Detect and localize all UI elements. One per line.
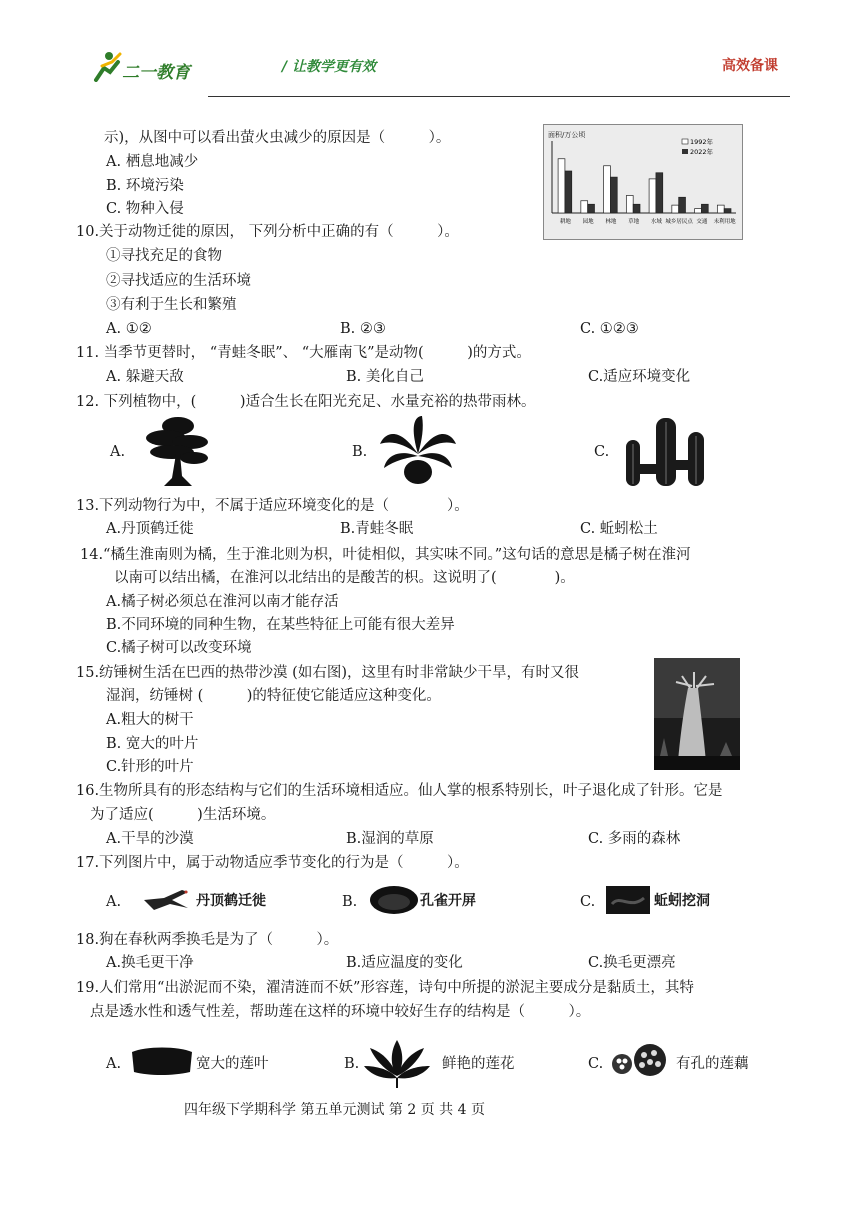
q14-option-b: B.不同环境的同种生物，在某些特征上可能有很大差异	[106, 617, 455, 633]
q10-option-a: A. ①②	[106, 321, 152, 337]
crane-image	[142, 886, 190, 916]
legend-label-1992: 1992年	[690, 138, 714, 146]
q15-option-c: C.针形的叶片	[106, 759, 194, 775]
x-tick-label: 水域	[650, 219, 662, 225]
q13-option-a: A.丹顶鹤迁徙	[106, 521, 194, 537]
bar-1992年-草地	[626, 196, 633, 214]
q18-option-c: C.换毛更漂亮	[588, 955, 676, 971]
q19-caption-a: 宽大的莲叶	[196, 1056, 269, 1072]
q11-option-c: C.适应环境变化	[588, 369, 691, 385]
earthworm-image	[606, 884, 650, 916]
q17-caption-a: 丹顶鹤迁徙	[196, 893, 266, 909]
q14-stem-line2: 以南可以结出橘，在淮河以北结出的是酸苦的枳。这说明了( )。	[114, 570, 575, 586]
q10-option-c: C. ①②③	[580, 321, 639, 337]
bar-1992年-林地	[604, 166, 611, 213]
q9-stem: 示)，从图中可以看出萤火虫减少的原因是（ ）。	[104, 130, 451, 146]
q14-option-c: C.橘子树可以改变环境	[106, 640, 252, 656]
q17-option-a: A.	[106, 894, 122, 910]
q19-option-b: B.	[344, 1056, 360, 1072]
peacock-image	[368, 884, 420, 916]
lotus-flower-image	[362, 1034, 432, 1088]
q17-caption-c: 蚯蚓挖洞	[654, 893, 710, 909]
q18-stem: 18.狗在春秋两季换毛是为了（ ）。	[76, 932, 339, 948]
q12-option-b: B.	[352, 444, 368, 460]
legend-swatch-2022	[682, 149, 688, 154]
bar-2022年-未利用地	[724, 209, 731, 213]
q17-option-c: C.	[580, 894, 596, 910]
x-tick-label: 林地	[605, 219, 617, 225]
q15-option-a: A.粗大的树干	[106, 712, 194, 728]
bar-chart	[543, 124, 743, 240]
header-rule	[208, 96, 790, 97]
q18-option-a: A.换毛更干净	[106, 955, 194, 971]
bar-2022年-水域	[656, 173, 663, 213]
q13-option-c: C. 蚯蚓松土	[580, 521, 658, 537]
page-footer: 四年级下学期科学 第五单元测试 第 2 页 共 4 页	[184, 1102, 485, 1118]
q19-option-c: C.	[588, 1056, 604, 1072]
q9-option-c: C. 物种入侵	[106, 201, 184, 217]
q11-option-a: A. 躲避天敌	[106, 369, 184, 385]
q15-option-b: B. 宽大的叶片	[106, 736, 199, 752]
bar-1992年-城乡居民点	[672, 205, 679, 213]
q12-option-c: C.	[594, 444, 610, 460]
q10-item-3: ③有利于生长和繁殖	[106, 297, 237, 313]
q17-option-b: B.	[342, 894, 358, 910]
q10-stem: 10.关于动物迁徙的原因， 下列分析中正确的有（ ）。	[76, 224, 459, 240]
bar-1992年-园地	[581, 201, 588, 213]
q19-stem-line2: 点是透水性和透气性差，帮助莲在这样的环境中较好生存的结构是（ ）。	[90, 1004, 591, 1020]
q10-item-1: ①寻找充足的食物	[106, 248, 222, 264]
pine-tree-image	[142, 414, 214, 488]
q17-caption-b: 孔雀开屏	[420, 893, 476, 909]
bar-2022年-林地	[610, 177, 617, 213]
bar-2022年-交通	[701, 204, 708, 213]
bar-2022年-城乡居民点	[679, 197, 686, 213]
q19-caption-c: 有孔的莲藕	[676, 1056, 749, 1072]
bar-1992年-耕地	[558, 159, 565, 213]
legend-swatch-1992	[682, 139, 688, 144]
q19-option-a: A.	[106, 1056, 122, 1072]
logo-mark-icon	[88, 50, 124, 82]
x-tick-label: 城乡居民点	[665, 219, 693, 225]
q9-option-a: A. 栖息地减少	[106, 154, 199, 170]
bar-2022年-草地	[633, 204, 640, 213]
chart-svg	[544, 125, 742, 239]
q19-stem-line1: 19.人们常用“出淤泥而不染，濯清涟而不妖”形容莲，诗句中所提的淤泥主要成分是黏质土，其特	[76, 980, 694, 996]
legend-label-2022: 2022年	[690, 148, 714, 156]
q16-option-a: A.干旱的沙漠	[106, 831, 194, 847]
q9-option-b: B. 环境污染	[106, 178, 184, 194]
q10-option-b: B. ②③	[340, 321, 386, 337]
cactus-image	[620, 414, 712, 488]
header-slogan: / 让教学更有效	[282, 59, 376, 75]
bar-1992年-水域	[649, 179, 656, 213]
q16-option-c: C. 多雨的森林	[588, 831, 681, 847]
q11-option-b: B. 美化自己	[346, 369, 424, 385]
x-tick-label: 草地	[628, 219, 640, 225]
q13-stem: 13.下列动物行为中，不属于适应环境变化的是（ ）。	[76, 498, 469, 514]
header-right-label: 高效备课	[722, 58, 778, 74]
x-tick-label: 交通	[696, 219, 708, 225]
lotus-root-image	[608, 1040, 668, 1080]
q19-caption-b: 鲜艳的莲花	[442, 1056, 515, 1072]
q16-stem-line1: 16.生物所具有的形态结构与它们的生活环境相适应。仙人掌的根系特别长，叶子退化成了针形。它是	[76, 783, 723, 799]
q16-option-b: B.湿润的草原	[346, 831, 434, 847]
q12-option-a: A.	[110, 444, 126, 460]
q15-stem-line1: 15.纺锤树生活在巴西的热带沙漠 (如右图)，这里有时非常缺少干旱，有时又很	[76, 665, 579, 681]
q15-stem-line2: 湿润，纺锤树 ( )的特征使它能适应这种变化。	[106, 688, 441, 704]
bar-2022年-耕地	[565, 171, 572, 213]
q12-stem: 12. 下列植物中，( )适合生长在阳光充足、水量充裕的热带雨林。	[76, 394, 536, 410]
q18-option-b: B.适应温度的变化	[346, 955, 463, 971]
logo-text: 二一教育	[122, 63, 190, 83]
q14-stem-line1: 14.“橘生淮南则为橘，生于淮北则为枳，叶徒相似，其实味不同。”这句话的意思是橘子树在淮河	[80, 547, 691, 563]
palm-plant-image	[378, 414, 458, 488]
baobab-tree-photo	[654, 658, 740, 770]
bar-1992年-交通	[695, 209, 702, 213]
bar-2022年-园地	[588, 204, 595, 213]
q10-item-2: ②寻找适应的生活环境	[106, 273, 251, 289]
chart-ylabel: 面积/万公顷	[548, 131, 586, 139]
lotus-leaf-image	[128, 1046, 196, 1076]
q17-stem: 17.下列图片中，属于动物适应季节变化的行为是（ ）。	[76, 855, 469, 871]
x-tick-label: 未利用地	[713, 219, 736, 225]
bar-1992年-未利用地	[717, 205, 724, 213]
q13-option-b: B.青蛙冬眠	[340, 521, 414, 537]
q14-option-a: A.橘子树必须总在淮河以南才能存活	[106, 594, 339, 610]
q11-stem: 11. 当季节更替时， “青蛙冬眠”、 “大雁南飞”是动物( )的方式。	[76, 345, 531, 361]
x-tick-label: 园地	[582, 219, 594, 225]
x-tick-label: 耕地	[559, 219, 571, 225]
q16-stem-line2: 为了适应( )生活环境。	[90, 807, 276, 823]
